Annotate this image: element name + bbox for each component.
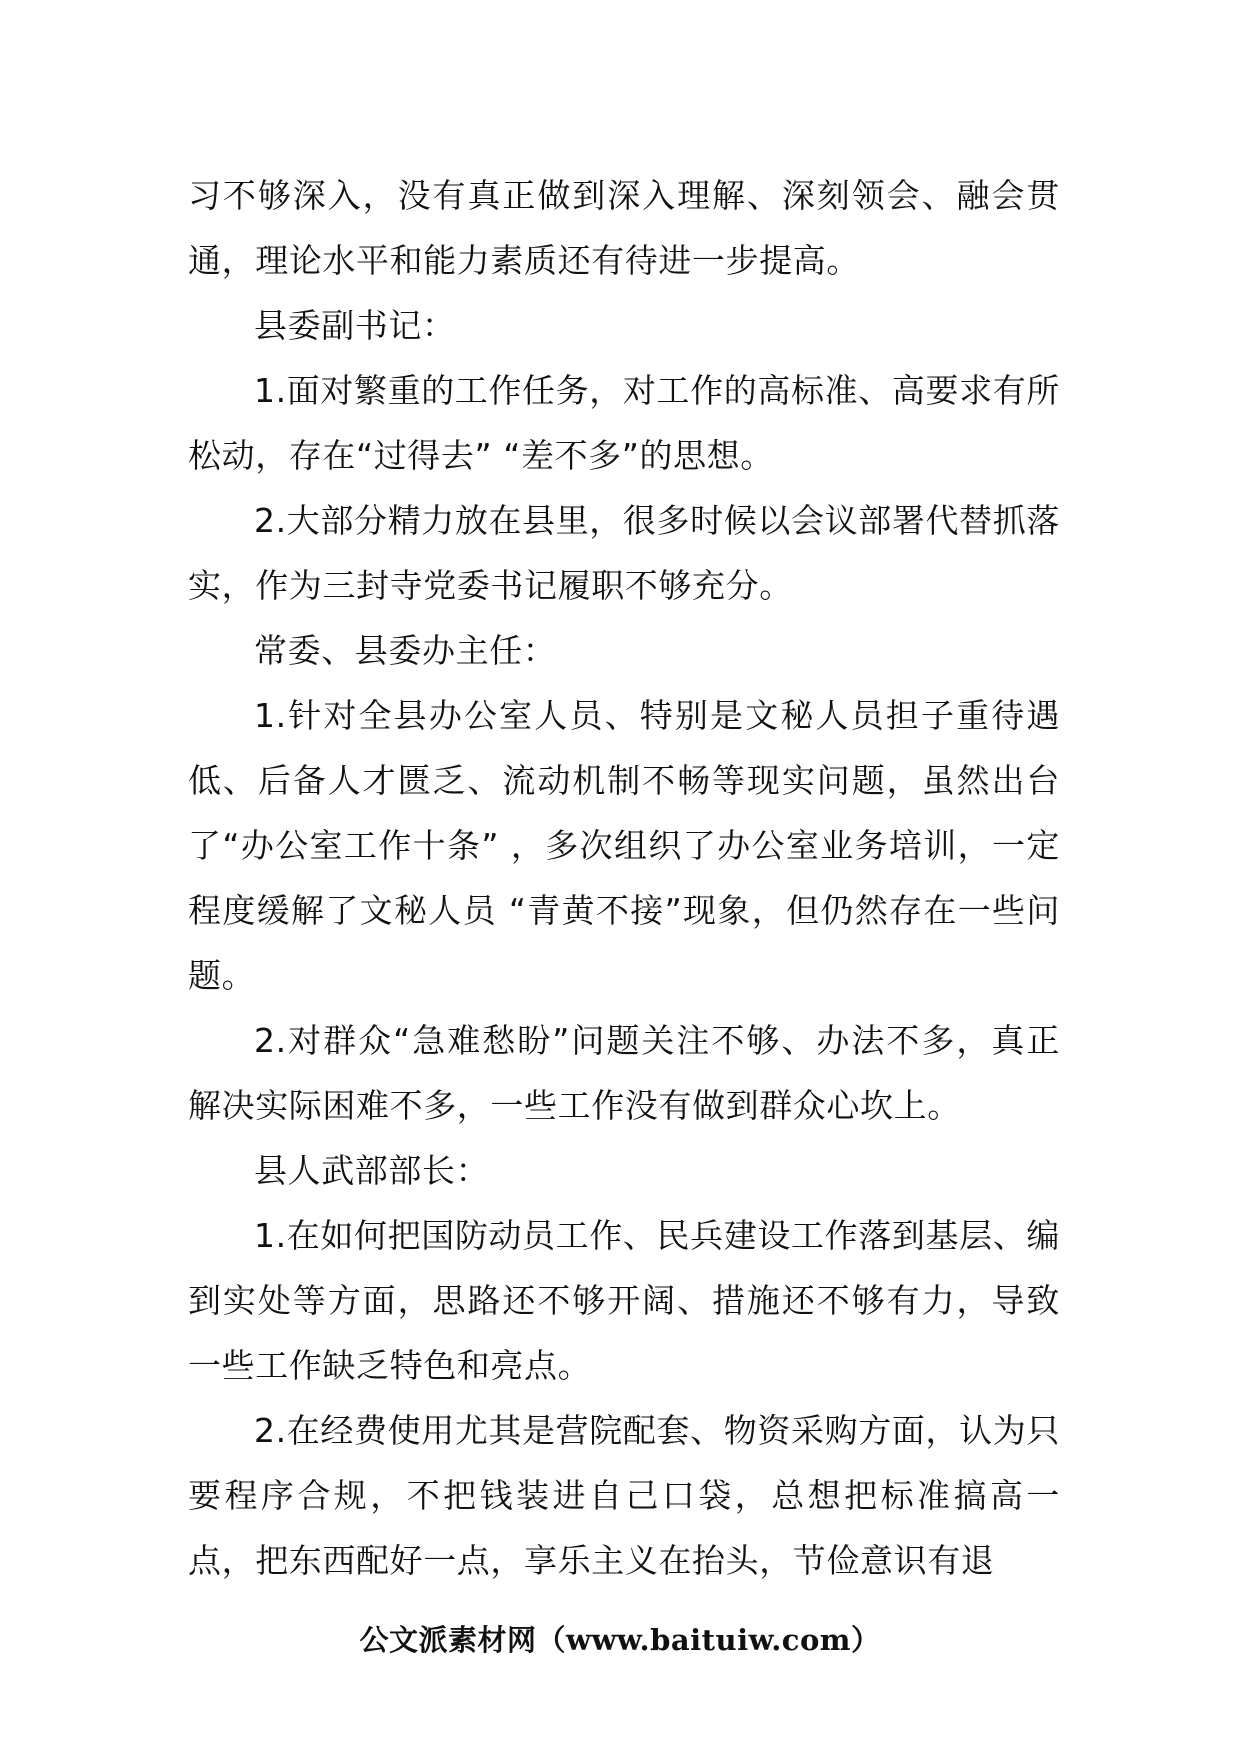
paragraph-deputy-secretary-1: 1.面对繁重的工作任务，对工作的高标准、高要求有所松动，存在“过得去” “差不多”的思想。: [188, 371, 1060, 475]
paragraph-armed-forces-2: 2.在经费使用尤其是营院配套、物资采购方面，认为只要程序合规，不把钱装进自己口袋，总想把标准搞高一点，把东西配好一点，享乐主义在抬头，节俭意识有退: [188, 1411, 1060, 1580]
document-body: [188, 163, 1060, 1593]
paragraph-office-director-1: 1.针对全县办公室人员、特别是文秘人员担子重待遇低、后备人才匮乏、流动机制不畅等现实问题，虽然出台了“办公室工作十条” ，多次组织了办公室业务培训，一定程度缓解了文秘人员 “青黄不接”现象，但仍然存在一些问题。: [188, 696, 1060, 995]
paragraph-office-director-2: 2.对群众“急难愁盼”问题关注不够、办法不多，真正解决实际困难不多，一些工作没有做到群众心坎上。: [188, 1021, 1060, 1125]
heading-office-director: 常委、县委办主任：: [254, 631, 557, 670]
footer-watermark: 公文派素材网（www.baituiw.com）: [359, 1623, 881, 1657]
heading-armed-forces-minister: 县人武部部长：: [254, 1151, 490, 1190]
paragraph-deputy-secretary-2: 2.大部分精力放在县里，很多时候以会议部署代替抓落实，作为三封寺党委书记履职不够充分。: [188, 501, 1060, 605]
paragraph-continuation: 习不够深入，没有真正做到深入理解、深刻领会、融会贯通，理论水平和能力素质还有待进一步提高。: [188, 176, 1060, 280]
paragraph-armed-forces-1: 1.在如何把国防动员工作、民兵建设工作落到基层、编到实处等方面，思路还不够开阔、措施还不够有力，导致一些工作缺乏特色和亮点。: [188, 1216, 1060, 1385]
heading-deputy-secretary: 县委副书记：: [254, 306, 456, 345]
